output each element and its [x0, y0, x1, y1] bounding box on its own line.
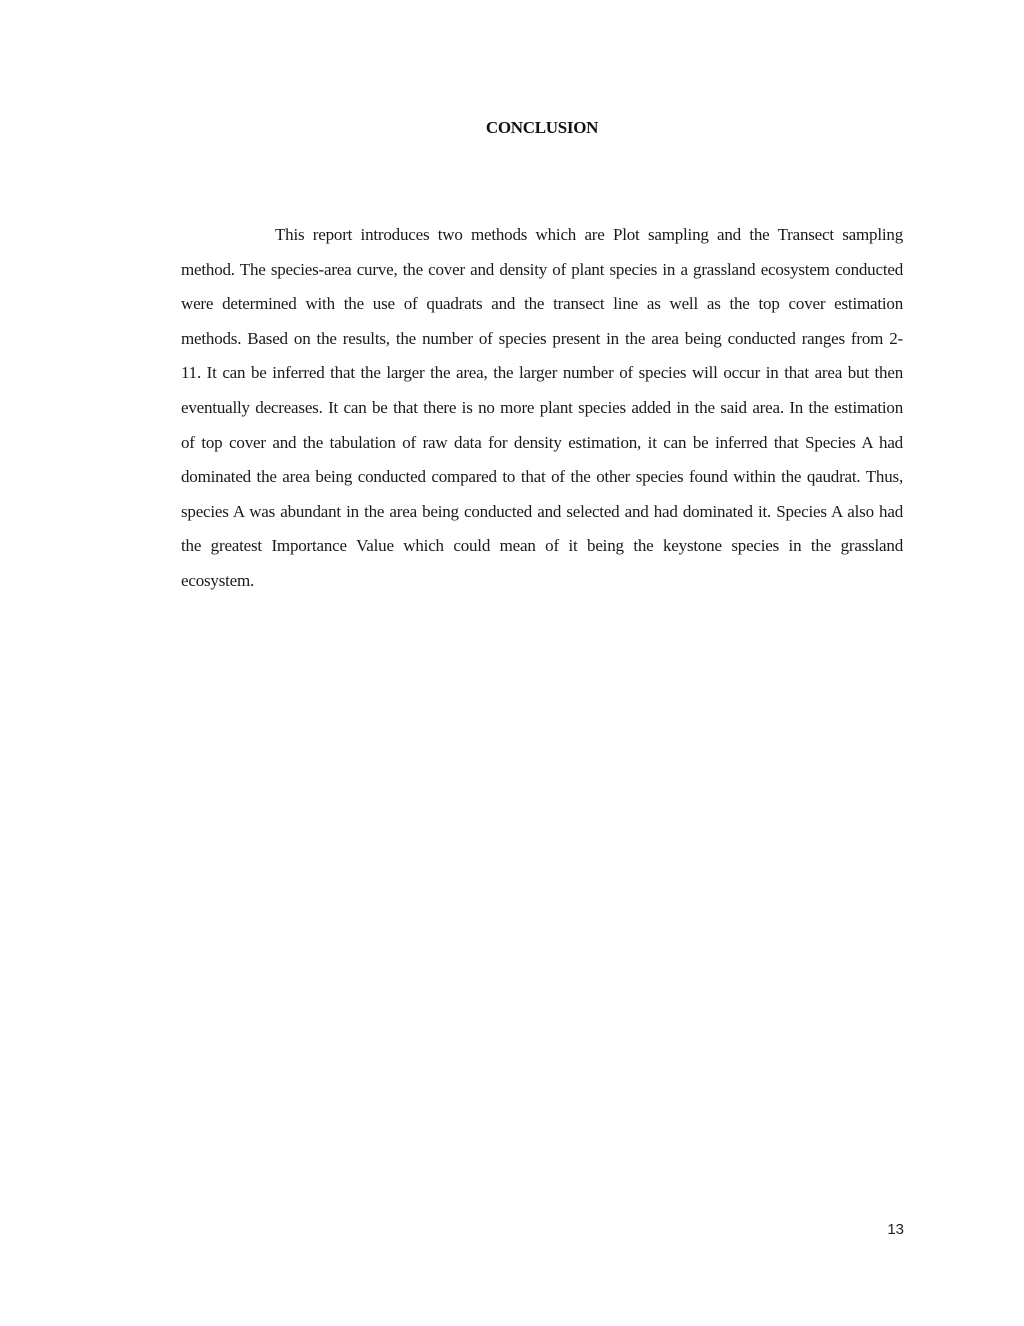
section-heading: CONCLUSION — [485, 118, 599, 137]
conclusion-paragraph: This report introduces two methods which are Plot sampling and the Transect sampling method. The species-area curve, the cover and density of plant species in a grassland ecosystem conducted were determined with the use of quadrats and the transect line as well as the top cover estimation methods. Based on the results, the number of species present in the area being conducted ranges from 2-11. It can be inferred that the larger the area, the larger number of species will occur in that area but then eventually decreases. It can be that there is no more plant species added in the said area. In the estimation of top cover and the tabulation of raw data for density estimation, it can be inferred that Species A had dominated the area being conducted compared to that of the other species found within the qaudrat. Thus, species A was abundant in the area being conducted and selected and had dominated it. Species A also had the greatest Importance Value which could mean of it being the keystone species in the grassland ecosystem. — [181, 225, 903, 590]
page-number: 13 — [887, 1221, 904, 1238]
